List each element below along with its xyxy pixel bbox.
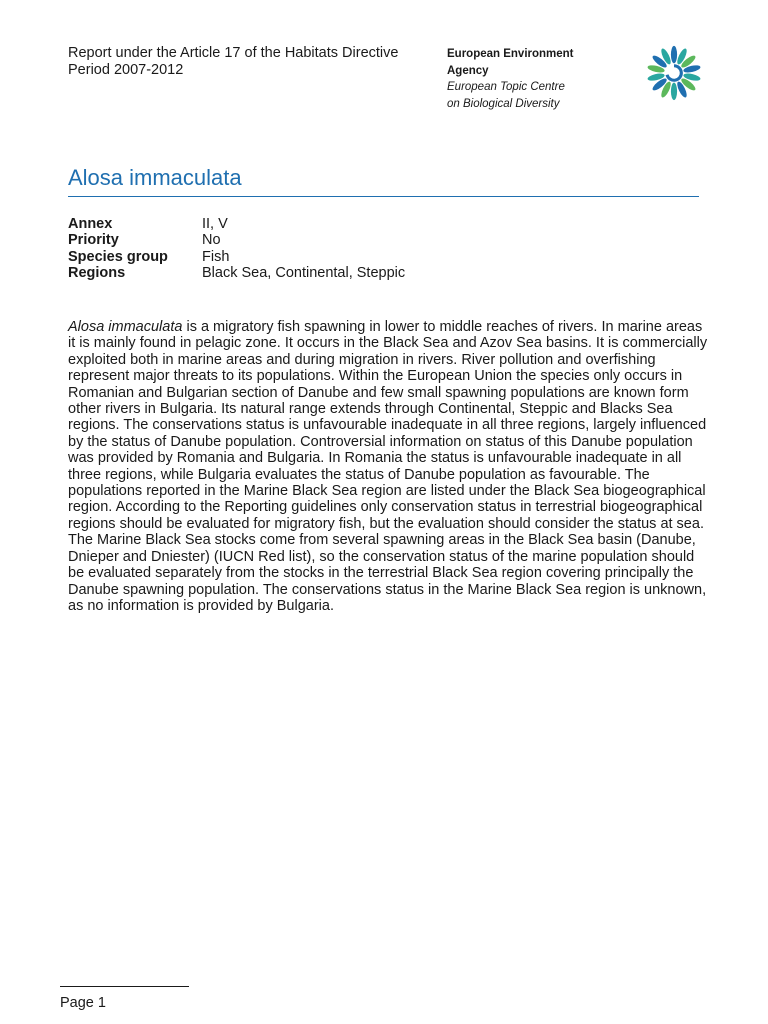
centre-name-line2: on Biological Diversity	[447, 97, 560, 110]
logo-petal	[671, 83, 677, 100]
report-period: Period 2007-2012	[68, 62, 184, 78]
meta-row-priority	[68, 232, 405, 248]
meta-value: No	[202, 232, 221, 249]
meta-value: Fish	[202, 248, 230, 265]
eea-logo-icon	[645, 44, 703, 102]
description-text: is a migratory fish spawning in lower to middle reaches of rivers. In marine areas it is mainly found in pelagic zone. It occurs in the Black Sea and Azov Sea basins. It is commercially exploited both in marine areas and during migration in rivers. River pollution and overfishing represent major threats to its populations. Within the European Union the species only occurs in Romanian and Bulgarian section of Danube and few small spawning populations are known form other rivers in Bulgaria. Its natural range extends through Continental, Steppic and Blacks Sea regions. The conservations status is unfavourable inadequate in all three regions, largely influenced by the status of Danube population. Controversial information on status of this Danube population was provided by Romania and Bulgaria. In Romania the status is unfavourable inadequate in all three regions, while Bulgaria evaluates the status of Danube population as favourable. The populations reported in the Marine Black Sea region are listed under the Black Sea biogeographical region. According to the Reporting guidelines only conservation status in terrestrial biogeographical regions should be evaluated for migratory fish, but the evaluation should consider the status at sea. The Marine Black Sea stocks come from several spawning areas in the Black Sea basin (Danube, Dnieper and Dniester) (IUCN Red list), so the conservation status of the marine population should be evaluated separately from the stocks in the terrestrial Black Sea region covering principally the Danube spawning population. The conservations status in the Marine Black Sea region is unknown, as no information is provided by Bulgaria.	[68, 319, 708, 614]
report-header	[68, 45, 398, 79]
meta-label: Annex	[68, 216, 113, 232]
meta-label: Priority	[68, 232, 119, 249]
meta-row-regions	[68, 265, 405, 281]
meta-value: II, V	[202, 216, 228, 232]
report-title: Report under the Article 17 of the Habitats Directive	[68, 45, 399, 61]
species-name-italic: Alosa immaculata	[68, 319, 183, 335]
page-number: Page 1	[60, 995, 106, 1011]
species-description	[68, 319, 708, 614]
org-name-line2: Agency	[447, 64, 489, 77]
species-meta-table	[68, 216, 405, 282]
species-title: Alosa immaculata	[68, 165, 242, 190]
centre-name-line1: European Topic Centre	[447, 81, 565, 93]
organization-block	[447, 46, 574, 112]
meta-label: Regions	[68, 265, 126, 282]
meta-label: Species group	[68, 248, 168, 265]
meta-row-annex	[68, 216, 405, 232]
title-divider	[68, 196, 699, 197]
logo-petal	[671, 46, 677, 63]
meta-value: Black Sea, Continental, Steppic	[202, 265, 406, 282]
org-name-line1: European Environment	[447, 48, 574, 60]
meta-row-species-group	[68, 249, 405, 265]
footer-divider	[60, 986, 189, 987]
